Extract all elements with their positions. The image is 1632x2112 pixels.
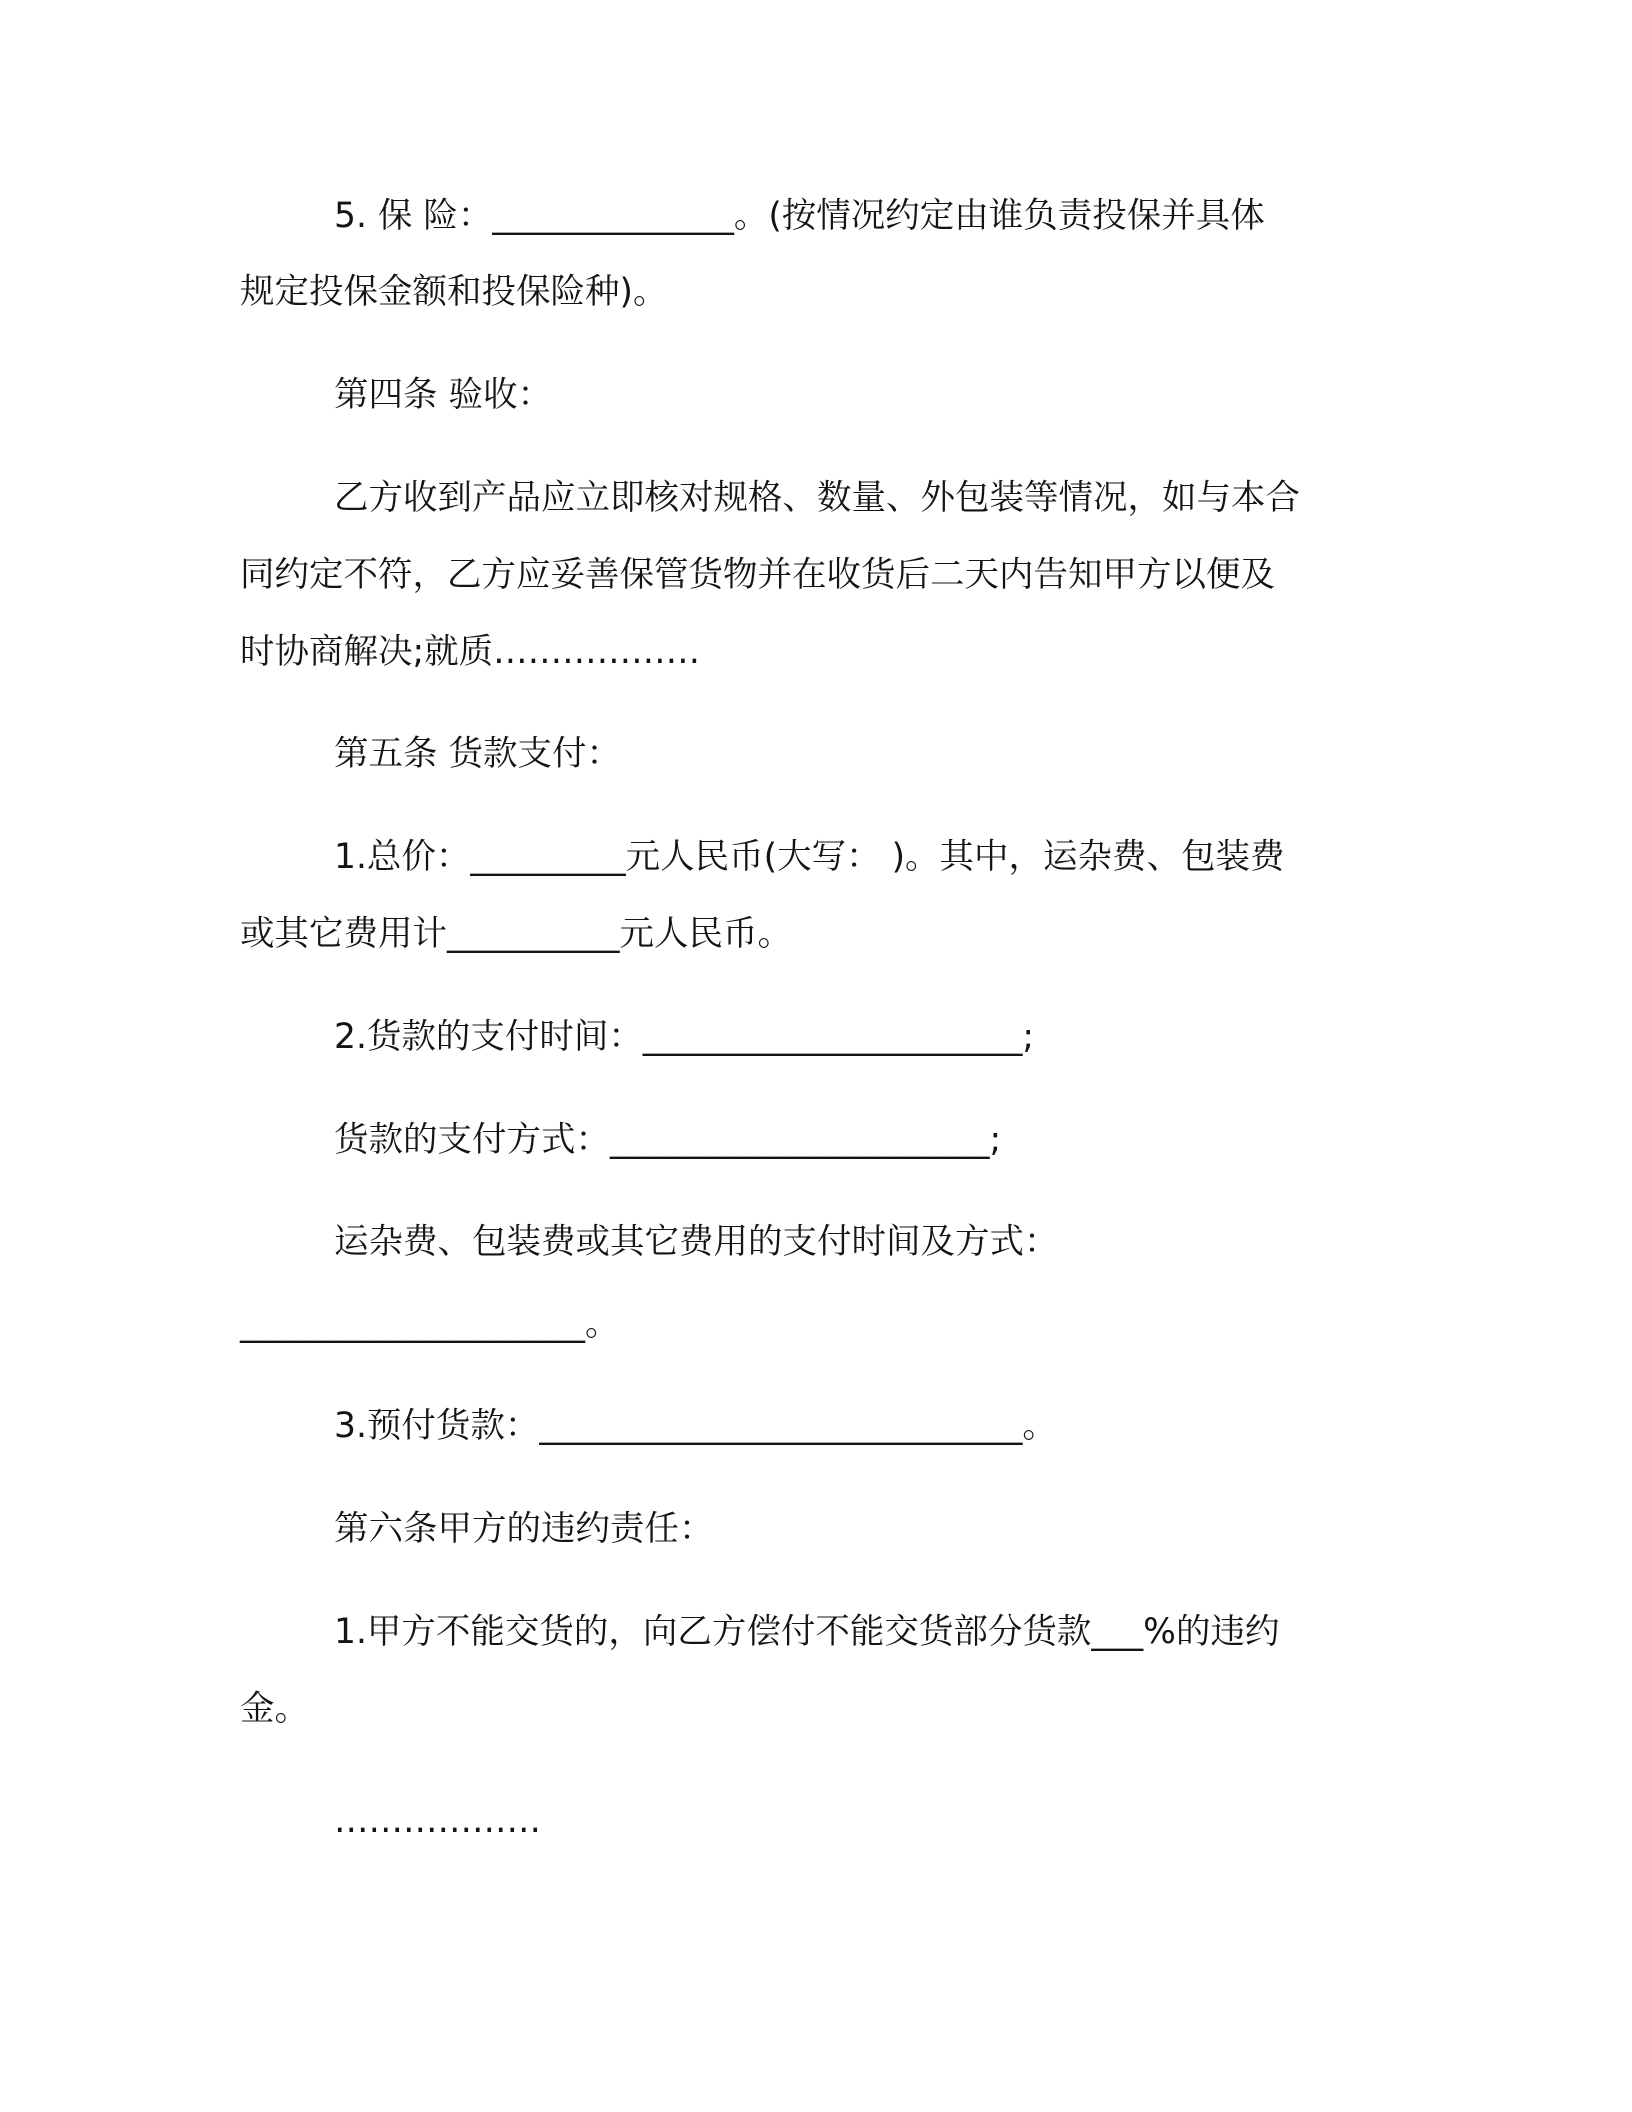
article-6-heading: 第六条甲方的违约责任： bbox=[334, 1509, 714, 1549]
payment-time-line: 2.货款的支付时间：______________________; bbox=[334, 1017, 1035, 1057]
payment-method-line: 货款的支付方式：______________________; bbox=[334, 1120, 1002, 1160]
prepayment-line: 3.预付货款：____________________________。 bbox=[334, 1406, 1057, 1446]
insurance-line-1: 5. 保 险：______________。(按情况约定由谁负责投保并具体 bbox=[334, 196, 1265, 236]
total-price-line-2: 或其它费用计__________元人民币。 bbox=[240, 914, 792, 954]
total-price-line-1: 1.总价：_________元人民币(大写： )。其中，运杂费、包装费 bbox=[334, 837, 1285, 877]
article-4-body-line-3: 时协商解决;就质……………… bbox=[240, 632, 701, 672]
article-4-body-line-2: 同约定不符，乙方应妥善保管货物并在收货后二天内告知甲方以便及 bbox=[240, 555, 1275, 595]
other-fees-line-2: ____________________。 bbox=[240, 1304, 620, 1344]
article-4-body-line-1: 乙方收到产品应立即核对规格、数量、外包装等情况，如与本合 bbox=[334, 478, 1300, 518]
penalty-line-1: 1.甲方不能交货的，向乙方偿付不能交货部分货款___%的违约 bbox=[334, 1612, 1280, 1652]
article-4-heading: 第四条 验收： bbox=[334, 375, 552, 415]
insurance-line-2: 规定投保金额和投保险种)。 bbox=[240, 272, 668, 312]
other-fees-line-1: 运杂费、包装费或其它费用的支付时间及方式： bbox=[334, 1222, 1059, 1262]
article-5-heading: 第五条 货款支付： bbox=[334, 734, 621, 774]
penalty-line-2: 金。 bbox=[240, 1689, 309, 1729]
ellipsis-line: ……………… bbox=[334, 1801, 541, 1841]
